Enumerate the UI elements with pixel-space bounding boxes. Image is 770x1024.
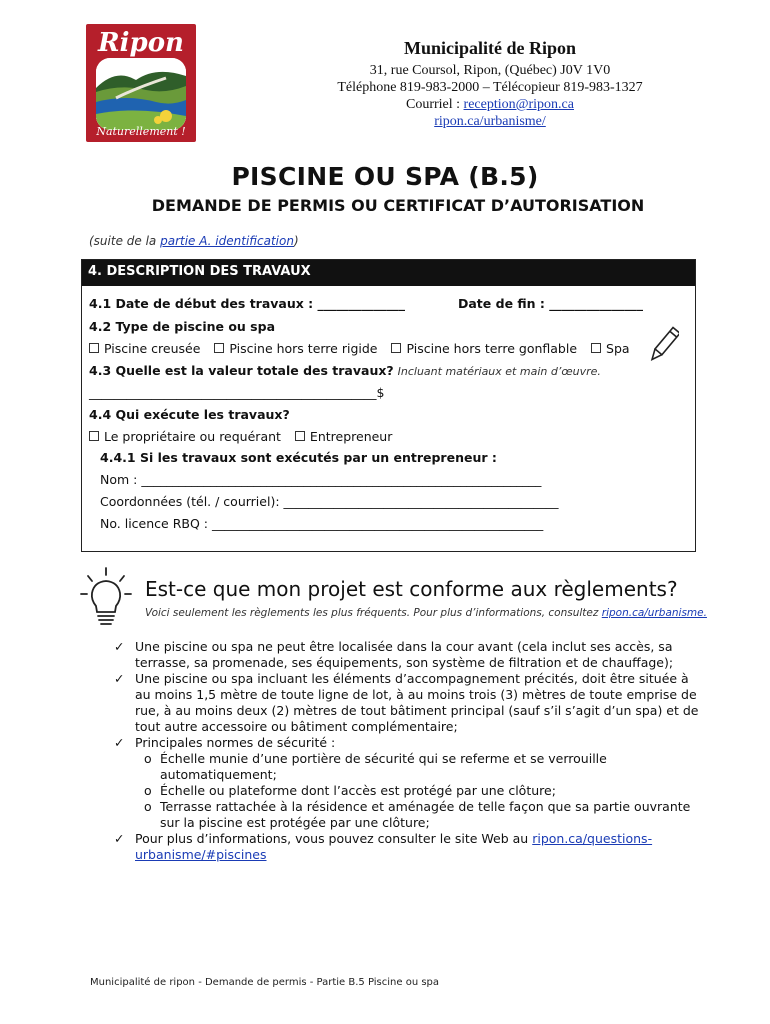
checkmark-icon: ✓ [114,735,125,750]
option-label: Spa [606,341,630,356]
option-label: Piscine creusée [104,341,201,356]
contractor-question: 4.4.1 Si les travaux sont exécutés par un entrepreneur : [100,450,497,465]
municipality-header [330,38,650,130]
website-link[interactable]: ripon.ca/urbanisme/ [434,114,546,129]
pool-type-options [89,341,640,356]
contractor-contact-field[interactable]: Coordonnées (tél. / courriel): ____________________________________________ [100,494,559,509]
option-spa[interactable] [591,341,630,356]
sub-list-item [114,799,704,831]
option-label: Piscine hors terre rigide [229,341,378,356]
total-value-question [89,363,601,378]
list-item-text: Pour plus d’informations, vous pouvez consulter le site Web au [135,831,533,846]
option-hors-terre-gonflable[interactable] [391,341,577,356]
checkmark-icon: ✓ [114,671,125,686]
municipality-name: Municipalité de Ripon [403,38,577,58]
option-label: Le propriétaire ou requérant [104,429,281,444]
contractor-name-field[interactable]: Nom : ________________________________________________________________ [100,472,542,487]
pencil-icon [649,326,679,366]
checkbox[interactable] [391,343,401,353]
section-heading: 4. DESCRIPTION DES TRAVAUX [82,260,695,286]
logo-landscape-icon [96,58,186,130]
checkbox[interactable] [591,343,601,353]
circle-bullet-icon: o [144,783,152,798]
option-owner[interactable] [89,429,281,444]
sub-item-text: Échelle ou plateforme dont l’accès est protégé par une clôture; [160,783,556,798]
option-label: Entrepreneur [309,429,393,444]
checkmark-icon: ✓ [114,831,125,846]
sub-list-item [114,783,704,799]
questions-urbanisme-link[interactable]: ripon.ca/questions-urbanisme/#piscines [135,831,653,862]
rules-list [114,639,704,863]
page-footer: Municipalité de ripon - Demande de permis - Partie B.5 Piscine ou spa [90,977,440,988]
total-value-note: Incluant matériaux et main d’œuvre. [397,365,601,378]
total-value-label: 4.3 Quelle est la valeur totale des travaux? [89,363,394,378]
email-link[interactable]: reception@ripon.ca [463,97,574,112]
sub-list-item [114,751,704,783]
municipality-phone: Téléphone 819-983-2000 – Télécopieur 819-983-1327 [337,80,643,95]
municipality-website-line [330,113,650,130]
list-item-text: Principales normes de sécurité : [135,735,336,750]
continuation-suffix: ) [293,234,299,248]
option-hors-terre-rigide[interactable] [214,341,377,356]
page-subtitle: DEMANDE DE PERMIS OU CERTIFICAT D’AUTORISATION [151,196,645,215]
circle-bullet-icon: o [144,799,152,814]
conformity-subtitle-text: Voici seulement les règlements les plus fréquents. Pour plus d’informations, consultez [145,607,602,619]
municipal-logo [86,24,196,142]
checkbox[interactable] [89,431,99,441]
continuation-note [89,234,299,248]
total-value-field[interactable]: ______________________________________________$ [89,385,385,400]
conformity-subtitle [145,607,707,619]
email-label: Courriel : [405,97,464,112]
checkbox[interactable] [214,343,224,353]
list-item-text: Une piscine ou spa ne peut être localisée dans la cour avant (cela inclut ses accès, sa terrasse, sa promenade, ses équipements, son système de filtration et de chauffage); [135,639,674,670]
list-item [114,639,704,671]
option-piscine-creusee[interactable] [89,341,200,356]
municipality-email-line [330,96,650,113]
list-item [114,831,704,863]
sub-item-text: Échelle munie d’une portière de sécurité qui se referme et se verrouille automatiquement; [160,751,607,782]
checkbox[interactable] [89,343,99,353]
start-date-field[interactable]: 4.1 Date de début des travaux : ______________ [89,296,406,311]
page-title: PISCINE OU SPA (B.5) [231,162,539,191]
lightbulb-icon [79,566,133,632]
urbanisme-link[interactable]: ripon.ca/urbanisme. [601,607,707,619]
executor-options [89,429,402,444]
logo-title: Ripon [98,28,184,58]
pool-type-question: 4.2 Type de piscine ou spa [89,319,275,334]
list-item [114,735,704,751]
municipality-address: 31, rue Coursol, Ripon, (Québec) J0V 1V0 [369,63,611,78]
circle-bullet-icon: o [144,751,152,766]
checkbox[interactable] [295,431,305,441]
identification-link[interactable]: partie A. identification [160,234,294,248]
contractor-rbq-field[interactable]: No. licence RBQ : _____________________________________________________ [100,516,544,531]
end-date-field[interactable]: Date de fin : _______________ [458,296,644,311]
sub-item-text: Terrasse rattachée à la résidence et aménagée de telle façon que sa partie ouvrante sur la piscine est protégée par une clôture; [160,799,691,830]
logo-slogan: Naturellement ! [96,125,186,138]
option-contractor[interactable] [295,429,392,444]
continuation-prefix: (suite de la [89,234,161,248]
executor-question: 4.4 Qui exécute les travaux? [89,407,290,422]
option-label: Piscine hors terre gonflable [406,341,578,356]
list-item-text: Une piscine ou spa incluant les éléments d’accompagnement précités, doit être située à au moins 1,5 mètre de toute ligne de lot, à au moins trois (3) mètres de toute emprise de rue, à au moins deux (2) mètres de tout bâtiment principal (sauf s’il s’agit d’un spa) et de tout autre accessoire ou bâtiment complémentaire; [135,671,699,734]
description-section [81,259,696,552]
checkmark-icon: ✓ [114,639,125,654]
conformity-title: Est-ce que mon projet est conforme aux règlements? [145,577,678,601]
list-item [114,671,704,735]
